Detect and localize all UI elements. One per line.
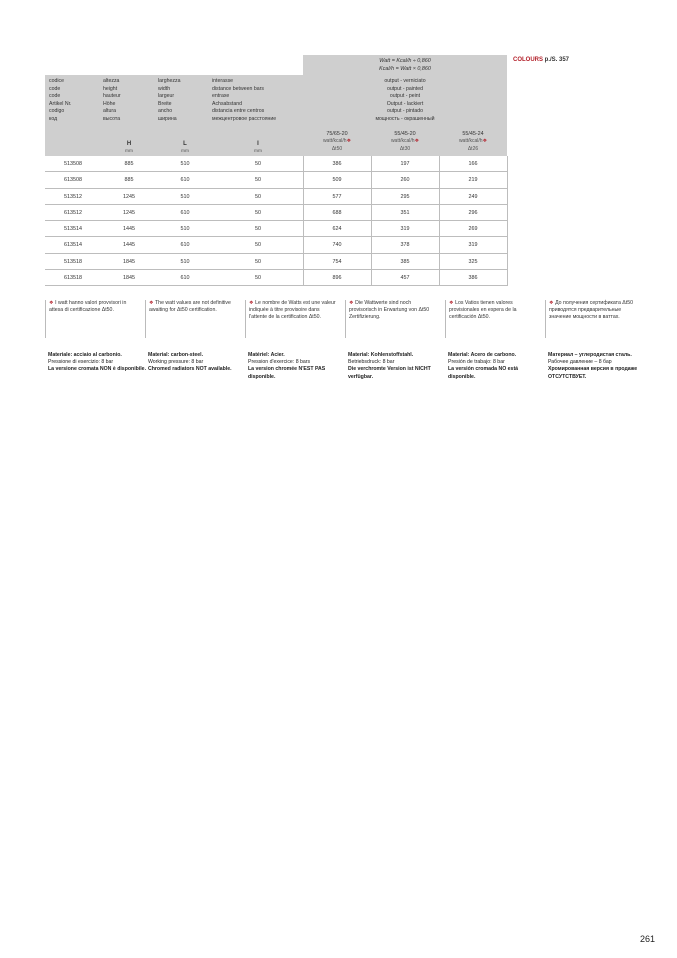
table-row: 613512 1245 610 50 688 351 296: [45, 205, 507, 221]
table-row: 513518 1845 510 50 754 385 325: [45, 254, 507, 270]
output-col-dt26: 55/45-24 watt/kcal/h❖ Δt26: [458, 131, 488, 152]
output-col-dt30: 55/45-20 watt/kcal/h❖ Δt30: [390, 131, 420, 152]
table-row: 513512 1245 510 50 577 295 249: [45, 189, 507, 205]
material-it: Materiale: acciaio al carbonio. Pressione di esercizio: 8 bar La versione cromata NON è disponibile.: [48, 352, 147, 373]
material-es: Material: Acero de carbono. Presión de trabajo: 8 bar La versión cromada NO está disponible.: [448, 352, 519, 380]
table-row: 613514 1445 610 50 740 378 319: [45, 237, 507, 253]
material-ru: Материал – углеродистая сталь. Рабочее давление – 8 бар Хромированная версия в продаже ОТСУТСТВУЕТ.: [548, 352, 638, 380]
material-fr: Matériel: Acier. Pression d'exercice: 8 bars La version chromée N'EST PAS disponible.: [248, 352, 326, 380]
output-col-dt50: 75/65-20 watt/kcal/h❖ Δt50: [322, 131, 352, 152]
unit-height: H mm: [125, 141, 133, 154]
column-divider: [507, 156, 508, 286]
header-altezza: altezza height hauteur Höhe altura высота: [103, 78, 121, 122]
header-codice: codice code code Artikel Nr. codigo код: [49, 78, 72, 122]
colours-reference[interactable]: [513, 57, 569, 63]
table-row: 613508 885 610 50 509 260 219: [45, 172, 507, 188]
colours-label: COLOURS: [513, 57, 543, 63]
table-header: [45, 75, 507, 156]
unit-width: L mm: [181, 141, 189, 154]
colours-page: p./S. 357: [544, 57, 570, 63]
table-row: 513514 1445 510 50 624 319 269: [45, 221, 507, 237]
note-fr: ❖ Le nombre de Watts est une valeur indiquée à titre provisoire dans l'attente de la certification Δt50.: [245, 300, 338, 338]
material-de: Material: Kohlenstoffstahl. Betriebsdruck: 8 bar Die verchromte Version ist NICHT verfügbar.: [348, 352, 431, 380]
formula-kcal: Kcal/h = Watt × 0,860: [379, 65, 431, 72]
column-divider: [303, 156, 304, 286]
page-number: 261: [639, 934, 655, 944]
table-row: 513508 885 510 50 386 197 166: [45, 156, 507, 172]
note-ru: ❖ До получения сертификата Δt50 приводятся предварительные значение мощности в ваттах.: [545, 300, 638, 338]
unit-interaxis: I mm: [254, 141, 262, 154]
note-de: ❖ Die Wattwerte sind noch provisorisch in Erwartung von Δt50 Zertifizierung.: [345, 300, 438, 338]
header-output: output - verniciato output - painted output - peint Output - lackiert output - pintado мощность - окрашенный: [375, 78, 435, 122]
note-es: ❖ Los Vatios tienen valores provisionales en espera de la certificación Δt50.: [445, 300, 538, 338]
note-it: ❖ I watt hanno valori provvisori in attesa di certificazione Δt50.: [45, 300, 138, 338]
note-en: ❖ The watt values are not definitive awaiting for Δt50 certification.: [145, 300, 238, 338]
data-table: [45, 156, 507, 286]
header-larghezza: larghezza width largeur Breite ancho ширина: [158, 78, 181, 122]
column-divider: [371, 156, 372, 286]
watt-formula-box: [303, 55, 507, 75]
column-divider: [439, 156, 440, 286]
formula-watt: Watt = Kcal/h ÷ 0,860: [379, 58, 431, 64]
table-row: 613518 1845 610 50 896 457 386: [45, 270, 507, 286]
material-en: Material: carbon-steel. Working pressure: 8 bar Chromed radiators NOT available.: [148, 352, 232, 373]
header-interasse: interasse distance between bars entraxe Achsabstand distancia entre centros межцентровое расстояние: [212, 78, 277, 122]
